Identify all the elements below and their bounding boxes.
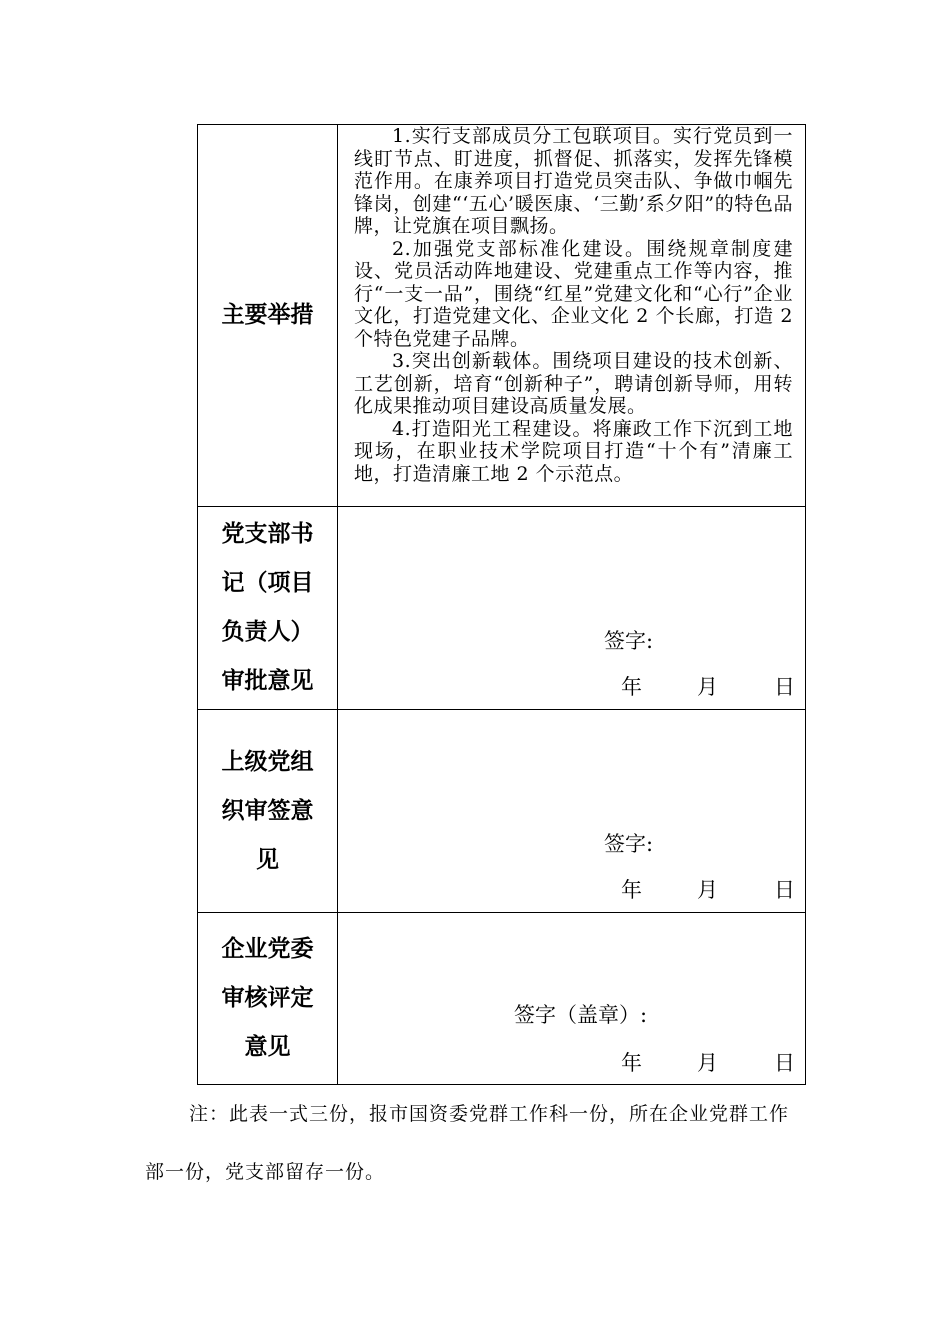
year-label: 年 — [621, 675, 642, 699]
superior-label-line: 见 — [256, 846, 279, 873]
measures-content-cell — [338, 125, 806, 507]
secretary-label-line: 审批意见 — [221, 668, 314, 694]
secretary-label-line: 负责人） — [221, 619, 314, 645]
year-label: 年 — [621, 878, 642, 902]
day-label: 日 — [774, 1051, 795, 1075]
day-label: 日 — [774, 675, 795, 699]
day-label: 日 — [774, 878, 795, 902]
committee-label — [198, 925, 337, 1072]
measure-paragraph-2: 2.加强党支部标准化建设。围绕规章制度建设、党员活动阵地建设、党建重点工作等内容，推行“一支一品”，围绕“红星”党建文化和“心行”企业文化，打造党建文化、企业文化 2 个长廊，打造 2 个特色党建子品牌。 — [354, 237, 793, 350]
superior-row — [198, 710, 806, 913]
superior-sign-label: 签字: — [604, 832, 654, 856]
measures-row — [198, 125, 806, 507]
secretary-row — [198, 507, 806, 710]
secretary-label — [198, 510, 337, 706]
committee-label-line: 审核评定 — [221, 985, 314, 1011]
secretary-label-line: 党支部书 — [221, 521, 314, 547]
measures-label: 主要举措 — [221, 302, 314, 328]
committee-row — [198, 913, 806, 1085]
superior-label-line: 上级党组 — [221, 748, 314, 775]
secretary-sign-label: 签字: — [604, 629, 654, 653]
superior-label-cell — [198, 710, 338, 913]
measures-label-cell — [198, 125, 338, 507]
secretary-label-cell — [198, 507, 338, 710]
superior-label-line: 织审签意 — [221, 797, 314, 824]
month-label: 月 — [697, 1051, 718, 1075]
month-label: 月 — [697, 675, 718, 699]
month-label: 月 — [697, 878, 718, 902]
secretary-approval-cell[interactable] — [338, 507, 806, 710]
committee-label-cell — [198, 913, 338, 1085]
approval-form-table — [197, 124, 806, 1085]
superior-approval-cell[interactable] — [338, 710, 806, 913]
committee-label-line: 意见 — [244, 1034, 291, 1060]
secretary-label-line: 记（项目 — [221, 570, 314, 596]
footnote: 注：此表一式三份，报市国资委党群工作科一份，所在企业党群工作部一份，党支部留存一份。 — [145, 1103, 790, 1183]
measure-paragraph-1: 1.实行支部成员分工包联项目。实行党员到一线盯节点、盯进度，抓督促、抓落实，发挥先锋模范作用。在康养项目打造党员突击队、争做巾帼先锋岗，创建“‘五心’暖医康、‘三勤’系夕阳”的特色品牌，让党旗在项目飘扬。 — [354, 125, 793, 237]
year-label: 年 — [621, 1051, 642, 1075]
committee-approval-cell[interactable] — [338, 913, 806, 1085]
measure-paragraph-4: 4.打造阳光工程建设。将廉政工作下沉到工地现场，在职业技术学院项目打造“十个有”清廉工地，打造清廉工地 2 个示范点。 — [354, 417, 793, 485]
committee-sign-label: 签字（盖章）: — [514, 1003, 648, 1027]
superior-label — [198, 738, 337, 885]
measure-paragraph-3: 3.突出创新载体。围绕项目建设的技术创新、工艺创新，培育“创新种子”，聘请创新导师，用转化成果推动项目建设高质量发展。 — [354, 350, 793, 417]
committee-label-line: 企业党委 — [221, 936, 314, 962]
